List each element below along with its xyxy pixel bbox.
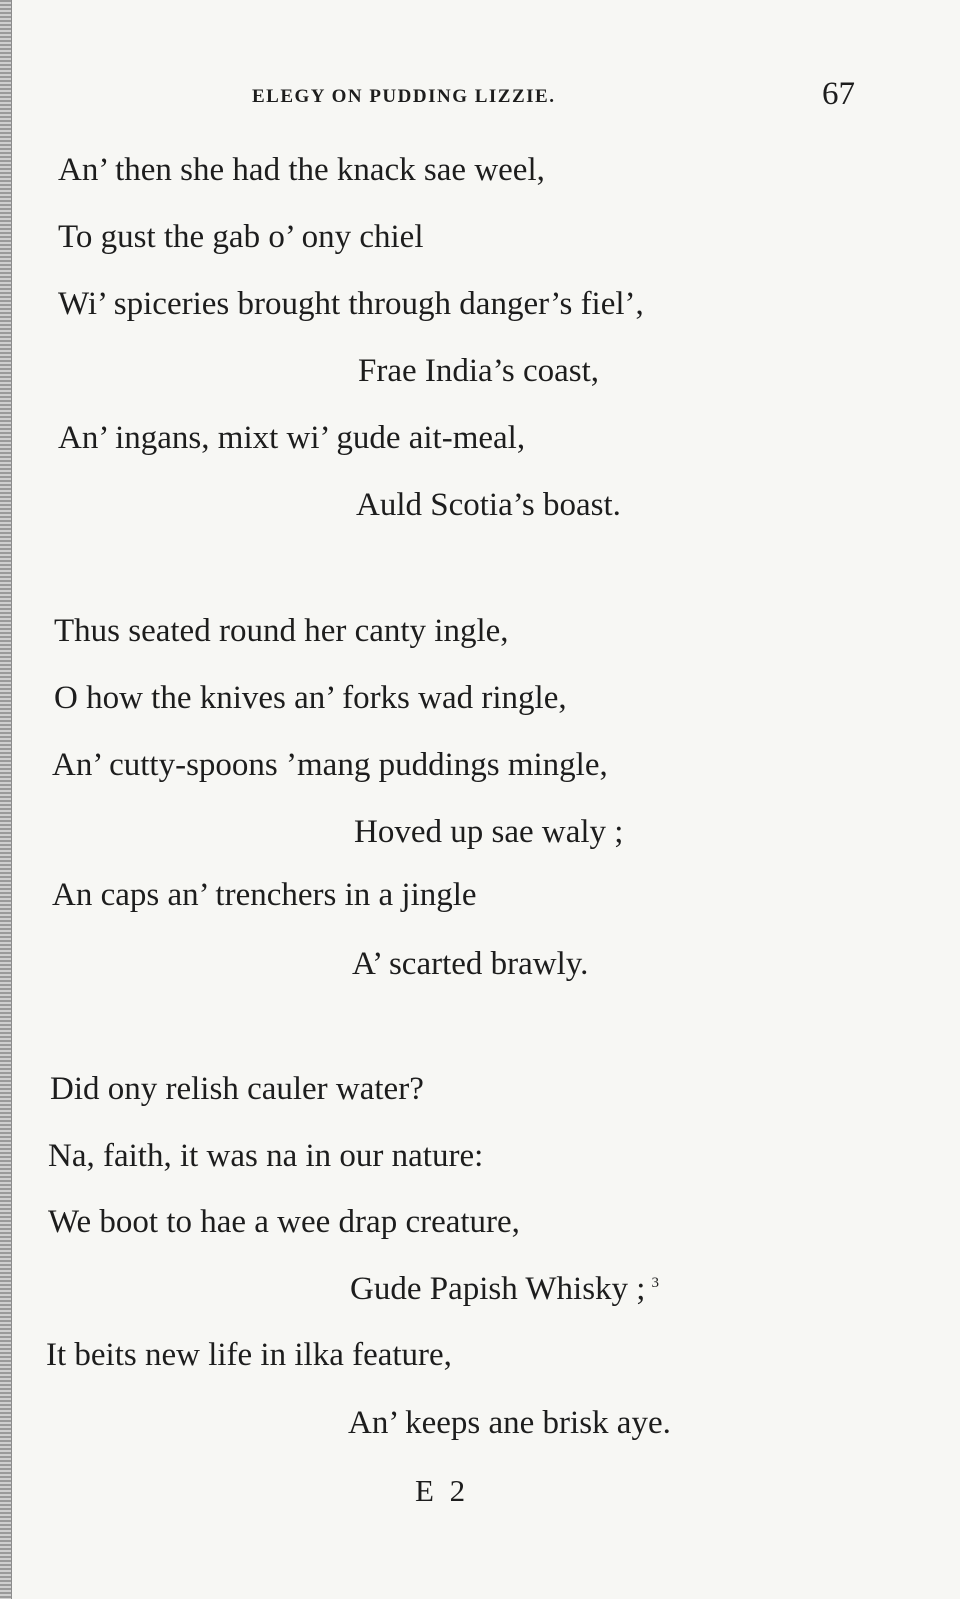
poem-line: Wi’ spiceries brought through danger’s fiel’, bbox=[58, 286, 644, 322]
poem-line-indented: Hoved up sae waly ; bbox=[354, 814, 624, 850]
poem-line: To gust the gab o’ ony chiel bbox=[58, 219, 424, 255]
book-page bbox=[12, 0, 960, 1599]
book-spine-edge bbox=[0, 0, 12, 1599]
poem-line: It beits new life in ilka feature, bbox=[46, 1337, 452, 1373]
poem-line: We boot to hae a wee drap creature, bbox=[48, 1204, 520, 1240]
poem-line: An’ ingans, mixt wi’ gude ait-meal, bbox=[58, 420, 526, 456]
poem-line: Na, faith, it was na in our nature: bbox=[48, 1138, 484, 1174]
poem-line-indented: Frae India’s coast, bbox=[358, 353, 600, 389]
poem-line-indented: An’ keeps ane brisk aye. bbox=[348, 1405, 671, 1441]
poem-line-indented bbox=[350, 1271, 659, 1308]
poem-line: An’ then she had the knack sae weel, bbox=[58, 152, 545, 188]
poem-line-indented: A’ scarted brawly. bbox=[352, 946, 589, 982]
poem-line: An’ cutty-spoons ’mang puddings mingle, bbox=[52, 747, 608, 783]
poem-line-text: Gude Papish Whisky ; bbox=[350, 1271, 646, 1307]
signature-mark: E 2 bbox=[415, 1473, 470, 1508]
poem-line-indented: Auld Scotia’s boast. bbox=[356, 487, 621, 523]
page-number: 67 bbox=[822, 76, 855, 112]
poem-line: An caps an’ trenchers in a jingle bbox=[52, 877, 477, 913]
running-title: ELEGY ON PUDDING LIZZIE. bbox=[252, 86, 556, 107]
poem-line: Thus seated round her canty ingle, bbox=[54, 613, 509, 649]
footnote-mark: 3 bbox=[651, 1275, 659, 1291]
poem-line: Did ony relish cauler water? bbox=[50, 1071, 424, 1107]
poem-line: O how the knives an’ forks wad ringle, bbox=[54, 680, 567, 716]
